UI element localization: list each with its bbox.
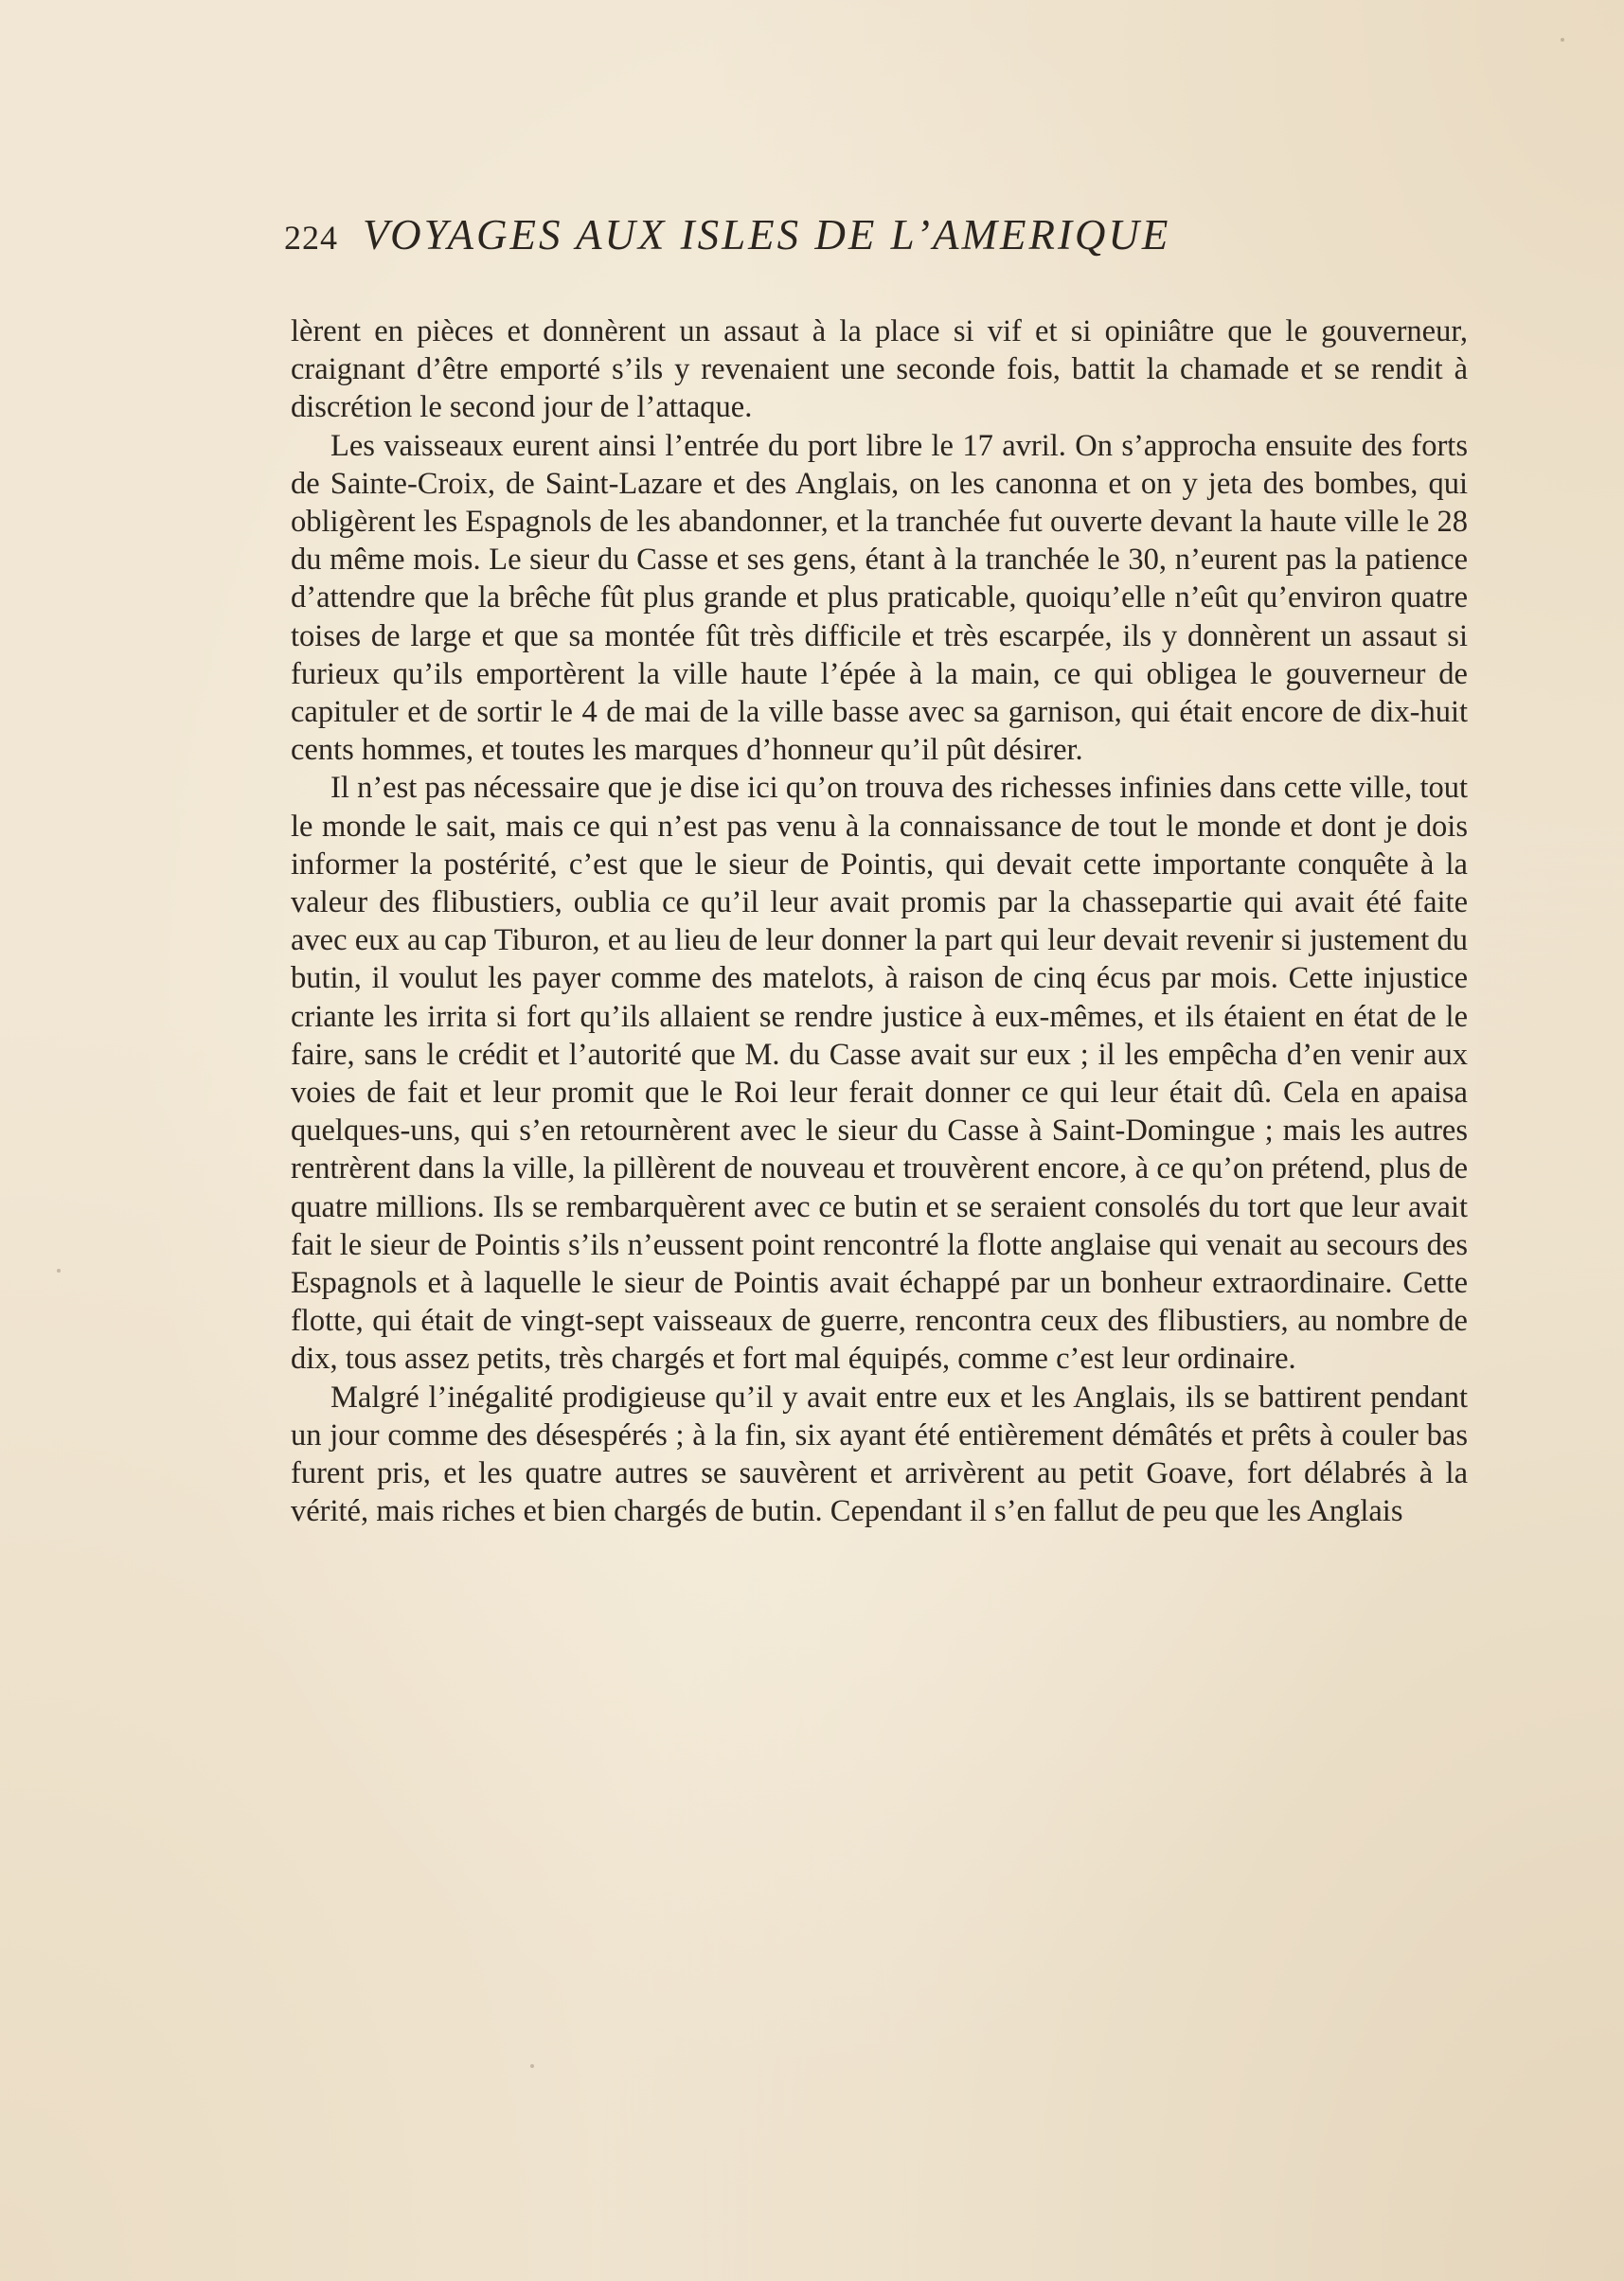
page-number: 224 xyxy=(284,219,338,257)
paper-speck xyxy=(1561,38,1564,42)
paragraph-1: lèrent en pièces et donnèrent un assaut à la place si vif et si opiniâtre que le gouverneur, craignant d’être emporté s’ils y revenaient une seconde fois, battit la chamade et se rendit à discrétion le second jour de l’attaque. xyxy=(291,314,1468,425)
paragraph-2: Les vaisseaux eurent ainsi l’entrée du port libre le 17 avril. On s’approcha ensuite des forts de Sainte-Croix, de Saint-Lazare et des Anglais, on les canonna et on y jeta des bombes, qui obligèrent les Espagnols de les abandonner, et la tranchée fut ouverte devant la haute ville le 28 du même mois. Le sieur du Casse et ses gens, étant à la tranchée le 30, n’eurent pas la patience d’attendre que la brêche fût plus grande et plus praticable, quoiqu’elle n’eût qu’environ quatre toises de large et que sa montée fût très difficile et très escarpée, ils y donnèrent un assaut si furieux qu’ils emportèrent la ville haute l’épée à la main, ce qui obligea le gouverneur de capituler et de sortir le 4 de mai de la ville basse avec sa garnison, qui était encore de dix-huit cents hommes, et toutes les marques d’honneur qu’il pût désirer. xyxy=(291,428,1468,768)
paragraph-4: Malgré l’inégalité prodigieuse qu’il y avait entre eux et les Anglais, ils se battirent pendant un jour comme des désespérés ; à la fin, six ayant été entièrement démâtés et prêts à couler bas furent pris, et les quatre autres se sauvèrent et arrivèrent au petit Goave, fort délabrés à la vérité, mais riches et bien chargés de butin. Cependant il s’en fallut de peu que les Anglais xyxy=(291,1380,1468,1529)
running-head xyxy=(284,210,1477,267)
paper-speck xyxy=(530,2064,534,2068)
body-text xyxy=(291,312,1468,1531)
paper-speck xyxy=(57,1269,61,1273)
running-title: VOYAGES AUX ISLES DE L’AMERIQUE xyxy=(363,211,1171,258)
paragraph-3: Il n’est pas nécessaire que je dise ici qu’on trouva des richesses infinies dans cette ville, tout le monde le sait, mais ce qui n’est pas venu à la connaissance de tout le monde et dont je dois informer la postérité, c’est que le sieur de Pointis, qui devait cette importante conquête à la valeur des flibustiers, oublia ce qu’il leur avait promis par la chassepartie qui avait été faite avec eux au cap Tiburon, et au lieu de leur donner la part qui leur devait revenir si justement du butin, il voulut les payer comme des matelots, à raison de cinq écus par mois. Cette injustice criante les irrita si fort qu’ils allaient se rendre justice à eux-mêmes, et ils étaient en état de le faire, sans le crédit et l’autorité que M. du Casse avait sur eux ; il les empêcha d’en venir aux voies de fait et leur promit que le Roi leur ferait donner ce qui leur était dû. Cela en apaisa quelques-uns, qui s’en retournèrent avec le sieur du Casse à Saint-Domingue ; mais les autres rentrèrent dans la ville, la pillèrent de nouveau et trouvèrent encore, à ce qu’on prétend, plus de quatre millions. Ils se rembarquèrent avec ce butin et se seraient consolés du tort que leur avait fait le sieur de Pointis s’ils n’eussent point rencontré la flotte anglaise qui venait au secours des Espagnols et à laquelle le sieur de Pointis avait échappé par un bonheur extraordinaire. Cette flotte, qui était de vingt-sept vaisseaux de guerre, rencontra ceux des flibustiers, au nombre de dix, tous assez petits, très chargés et fort mal équipés, comme c’est leur ordinaire. xyxy=(291,771,1468,1377)
